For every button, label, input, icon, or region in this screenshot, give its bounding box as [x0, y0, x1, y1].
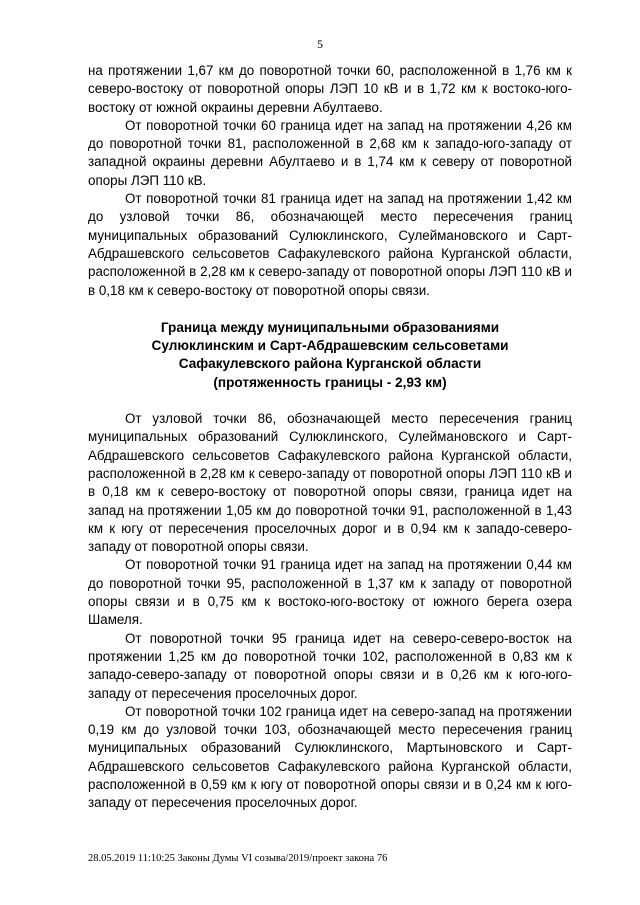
paragraph: От поворотной точки 60 граница идет на запад на протяжении 4,26 км до поворотной точки 81, расположенной в 2,68 км к западо-юго-западу от западной окраины деревни Абултаево и в 1,74 км к северу от поворотной опоры ЛЭП 110 кВ.: [88, 117, 572, 188]
paragraph: От поворотной точки 95 граница идет на северо-северо-восток на протяжении 1,25 км до поворотной точки 102, расположенной в 0,83 км к западо-северо-западу от поворотной опоры связи и в 0,26 км к юго-юго-западу от пересечения проселочных дорог.: [88, 630, 572, 701]
section-heading: [88, 319, 572, 392]
paragraph: От поворотной точки 102 граница идет на северо-запад на протяжении 0,19 км до узловой точки 103, обозначающей место пересечения границ муниципальных образований Сулюклинского, Мартыновского и Сарт-Абдрашевского сельсоветов Сафакулевского района Курганской области, расположенной в 0,59 км к югу от поворотной опоры связи и в 0,24 км к юго-западу от пересечения проселочных дорог.: [88, 703, 572, 811]
section-heading-line: Граница между муниципальными образованиями: [160, 319, 500, 335]
paragraph: От поворотной точки 91 граница идет на запад на протяжении 0,44 км до поворотной точки 95, расположенной в 1,37 км к западу от поворотной опоры связи и в 0,75 км к востоко-юго-востоку от южного берега озера Шамеля.: [88, 557, 572, 628]
document-body: [88, 62, 572, 813]
section-heading-line: (протяженность границы - 2,93 км): [213, 374, 447, 390]
section-heading-line: Сулюклинским и Сарт-Абдрашевским сельсоветами: [151, 338, 509, 354]
paragraph: на протяжении 1,67 км до поворотной точки 60, расположенной в 1,76 км к северо-востоку от поворотной опоры ЛЭП 10 кВ и в 1,72 км к востоко-юго-востоку от южной окраины деревни Абултаево.: [88, 63, 572, 115]
page-number: 5: [317, 37, 323, 51]
section-heading-line: Сафакулевского района Курганской области: [178, 356, 482, 372]
footer-note: 28.05.2019 11:10:25 Законы Думы VI созыва/2019/проект закона 76: [88, 853, 388, 864]
paragraph: От поворотной точки 81 граница идет на запад на протяжении 1,42 км до узловой точки 86, обозначающей место пересечения границ муниципальных образований Сулюклинского, Сулеймановского и Сарт-Абдрашевского сельсоветов Сафакулевского района Курганской области, расположенной в 2,28 км к северо-западу от поворотной опоры ЛЭП 110 кВ и в 0,18 км к северо-востоку от поворотной опоры связи.: [88, 191, 572, 298]
paragraph: От узловой точки 86, обозначающей место пересечения границ муниципальных образований Сулюклинского, Сулеймановского и Сарт-Абдрашевского сельсоветов Сафакулевского района Курганской области, расположенной в 2,28 км к северо-западу от поворотной опоры ЛЭП 110 кВ и в 0,18 км к северо-востоку от поворотной опоры связи, граница идет на запад на протяжении 1,05 км до поворотной точки 91, расположенной в 1,43 км к югу от пересечения проселочных дорог и в 0,94 км к западо-северо-западу от поворотной опоры связи.: [88, 411, 572, 555]
